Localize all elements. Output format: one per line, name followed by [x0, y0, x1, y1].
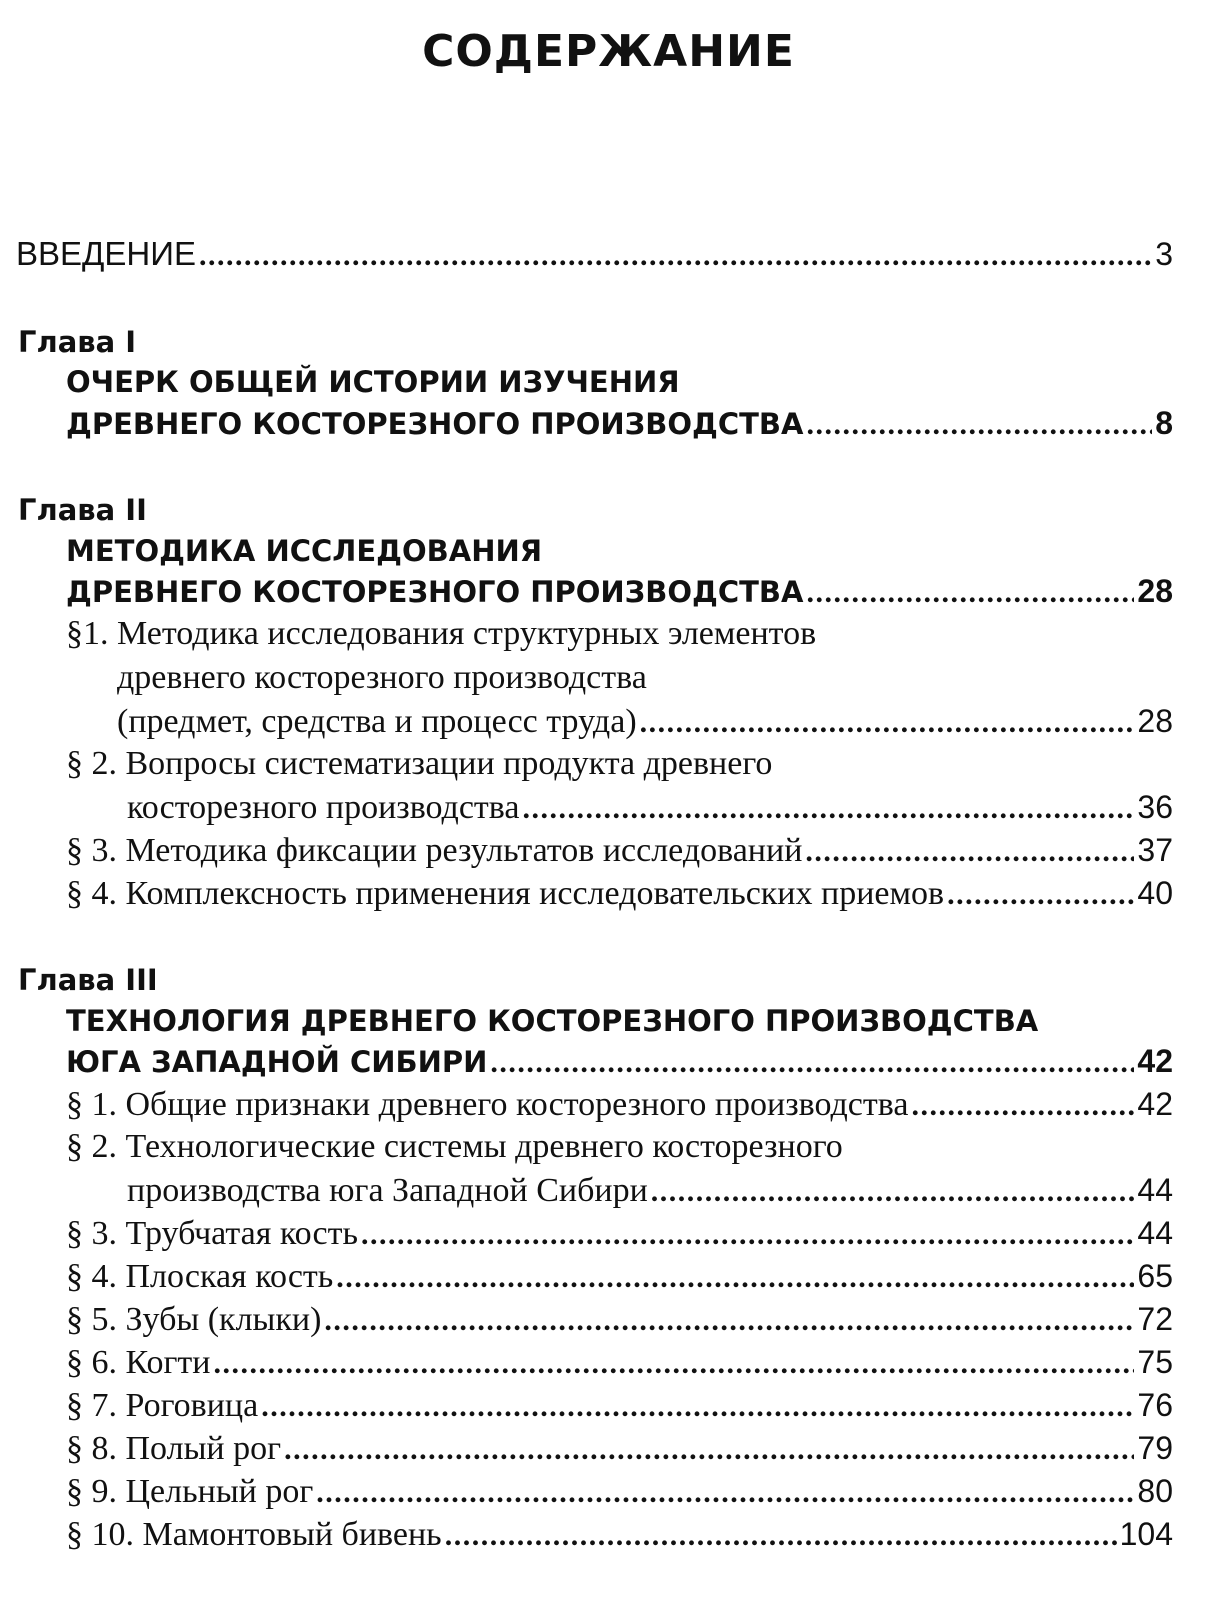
toc-entry-section-2-4	[66, 871, 1173, 915]
chapter-2-label	[18, 488, 147, 532]
dot-leader	[199, 232, 1152, 278]
toc-page-number: 36	[1137, 789, 1173, 825]
toc-entry-section-3-10	[66, 1512, 1173, 1556]
toc-entry-chapter-2	[66, 569, 1173, 613]
dot-leader	[324, 1298, 1134, 1343]
section-text: древнего косторезного производства	[117, 659, 647, 696]
dot-leader	[651, 1169, 1135, 1214]
toc-entry-section-3-9	[66, 1469, 1173, 1513]
toc-entry-chapter-1	[66, 401, 1173, 445]
toc-page-number: 28	[1137, 573, 1173, 609]
toc-entry-section-2-2	[127, 785, 1173, 829]
section-text: § 2. Вопросы систематизации продукта древнего	[66, 745, 773, 782]
dot-leader	[213, 1341, 1134, 1386]
section-text: § 10. Мамонтовый бивень	[66, 1516, 442, 1553]
toc-entry-chapter-3	[66, 1039, 1173, 1083]
dot-leader	[316, 1470, 1134, 1515]
dot-leader	[445, 1513, 1117, 1558]
toc-page-number: 42	[1137, 1043, 1173, 1079]
dot-leader	[490, 1040, 1134, 1085]
chapter-1-title-line-1	[66, 360, 680, 404]
section-text: § 9. Цельный рог	[66, 1473, 314, 1510]
toc-entry-section-3-2	[127, 1168, 1173, 1212]
dot-leader	[336, 1255, 1134, 1300]
page-title: СОДЕРЖАНИЕ	[422, 26, 795, 77]
section-text: производства юга Западной Сибири	[127, 1172, 648, 1209]
section-text: § 6. Когти	[66, 1344, 211, 1381]
toc-entry-section-2-3	[66, 828, 1173, 872]
toc-entry-section-3-3	[66, 1211, 1173, 1255]
toc-page-number: 65	[1137, 1258, 1173, 1294]
chapter-label-text: Глава I	[18, 325, 137, 359]
dot-leader	[947, 872, 1134, 917]
section-text: косторезного производства	[127, 789, 520, 826]
dot-leader	[805, 829, 1134, 874]
section-text: (предмет, средства и процесс труда)	[117, 703, 637, 740]
section-text: § 8. Полый рог	[66, 1430, 282, 1467]
dot-leader	[361, 1212, 1134, 1257]
dot-leader	[640, 700, 1135, 745]
toc-page-number: 75	[1137, 1344, 1173, 1380]
section-text: § 4. Плоская кость	[66, 1258, 334, 1295]
toc-page-number: 44	[1137, 1215, 1173, 1251]
chapter-title-text: ДРЕВНЕГО КОСТОРЕЗНОГО ПРОИЗВОДСТВА	[66, 575, 804, 609]
toc-page-number: 72	[1137, 1301, 1173, 1337]
section-2-2-line-1	[66, 742, 772, 786]
toc-page-number: 44	[1137, 1172, 1173, 1208]
chapter-label-text: Глава II	[18, 493, 147, 527]
toc-page-number: 104	[1119, 1516, 1173, 1552]
section-2-1-line-2	[117, 656, 647, 700]
toc-page-number: 80	[1137, 1473, 1173, 1509]
toc-entry-section-3-1	[66, 1082, 1173, 1126]
toc-page-number: 8	[1155, 405, 1173, 441]
section-text: § 3. Трубчатая кость	[66, 1215, 358, 1252]
chapter-3-title-line-1	[66, 999, 1038, 1043]
toc-page-number: 79	[1137, 1430, 1173, 1466]
chapter-1-label	[18, 320, 136, 364]
dot-leader	[806, 570, 1134, 615]
toc-page-number: 3	[1155, 236, 1173, 272]
toc-page-number: 42	[1137, 1086, 1173, 1122]
section-text: § 5. Зубы (клыки)	[66, 1301, 322, 1338]
toc-entry-section-3-8	[66, 1426, 1173, 1470]
dot-leader	[522, 786, 1134, 831]
dot-leader	[806, 402, 1152, 447]
toc-page-number: 37	[1137, 832, 1173, 868]
toc-entry-text: ВВЕДЕНИЕ	[16, 235, 196, 272]
chapter-title-text: МЕТОДИКА ИССЛЕДОВАНИЯ	[66, 534, 543, 568]
toc-page-number: 76	[1137, 1387, 1173, 1423]
section-2-1-line-1	[66, 612, 816, 656]
section-text: § 4. Комплексность применения исследовательских приемов	[66, 875, 945, 912]
chapter-label-text: Глава III	[18, 963, 158, 997]
section-text: § 3. Методика фиксации результатов исследований	[66, 832, 803, 869]
chapter-title-text: ДРЕВНЕГО КОСТОРЕЗНОГО ПРОИЗВОДСТВА	[66, 407, 804, 441]
dot-leader	[911, 1083, 1134, 1128]
toc-entry-section-3-5	[66, 1297, 1173, 1341]
dot-leader	[284, 1427, 1134, 1472]
section-text: §1. Методика исследования структурных элементов	[66, 615, 817, 652]
toc-entry-section-3-7	[66, 1383, 1173, 1427]
toc-page-number: 40	[1137, 875, 1173, 911]
section-text: § 1. Общие признаки древнего косторезного производства	[66, 1086, 909, 1123]
toc-entry-section-2-1	[117, 699, 1173, 743]
chapter-3-label	[18, 958, 158, 1002]
chapter-title-text: ОЧЕРК ОБЩЕЙ ИСТОРИИ ИЗУЧЕНИЯ	[66, 365, 680, 399]
toc-entry-section-3-4	[66, 1254, 1173, 1298]
dot-leader	[261, 1384, 1134, 1429]
toc-entry-section-3-6	[66, 1340, 1173, 1384]
toc-page-number: 28	[1137, 703, 1173, 739]
chapter-title-text: ЮГА ЗАПАДНОЙ СИБИРИ	[66, 1045, 488, 1079]
section-text: § 7. Роговица	[66, 1387, 259, 1424]
chapter-2-title-line-1	[66, 529, 542, 573]
toc-entry-introduction	[16, 232, 1173, 276]
section-text: § 2. Технологические системы древнего косторезного	[66, 1128, 843, 1165]
chapter-title-text: ТЕХНОЛОГИЯ ДРЕВНЕГО КОСТОРЕЗНОГО ПРОИЗВОДСТВА	[66, 1004, 1039, 1038]
section-3-2-line-1	[66, 1125, 843, 1169]
